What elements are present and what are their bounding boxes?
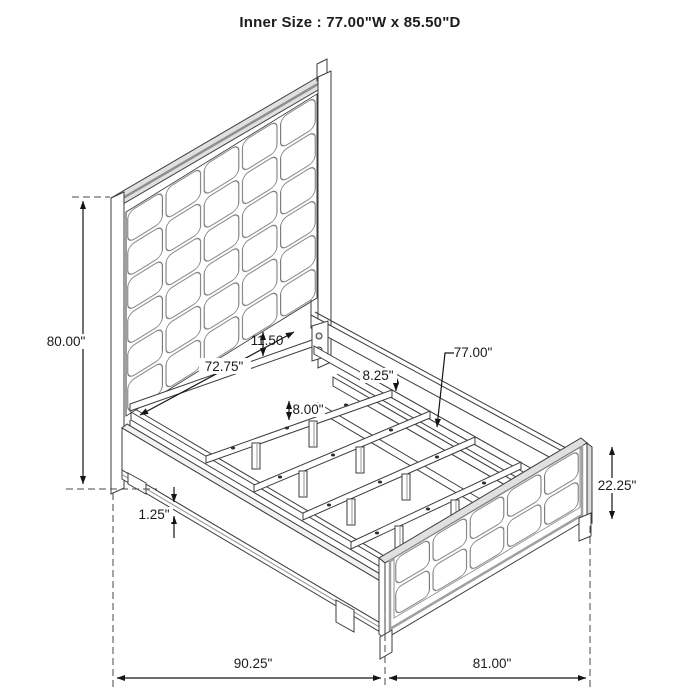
dim-slat-leg-height: 8.00" — [292, 402, 324, 417]
inner-size-title: Inner Size : 77.00"W x 85.50"D — [239, 14, 461, 31]
dim-overall-width: 81.00" — [472, 656, 512, 671]
bracket-hole — [316, 333, 322, 339]
dim-rail-to-slat: 8.25" — [362, 368, 394, 383]
footboard-right-end-cap — [587, 443, 592, 523]
dim-headboard-gap: 11.50 — [250, 333, 284, 348]
dim-rail-trim: 1.25" — [138, 507, 170, 522]
footboard-right-leg — [579, 513, 591, 541]
right-side-rail-top-face — [315, 312, 579, 455]
dim-headboard-height: 80.00" — [46, 334, 86, 349]
dim-footboard-height: 22.25" — [597, 478, 637, 493]
dim-slat-span: 72.75" — [204, 359, 244, 374]
footboard-left-end-cap — [379, 558, 385, 639]
dim-slat-length: 77.00" — [453, 345, 493, 360]
dim-overall-depth: 90.25" — [233, 656, 273, 671]
